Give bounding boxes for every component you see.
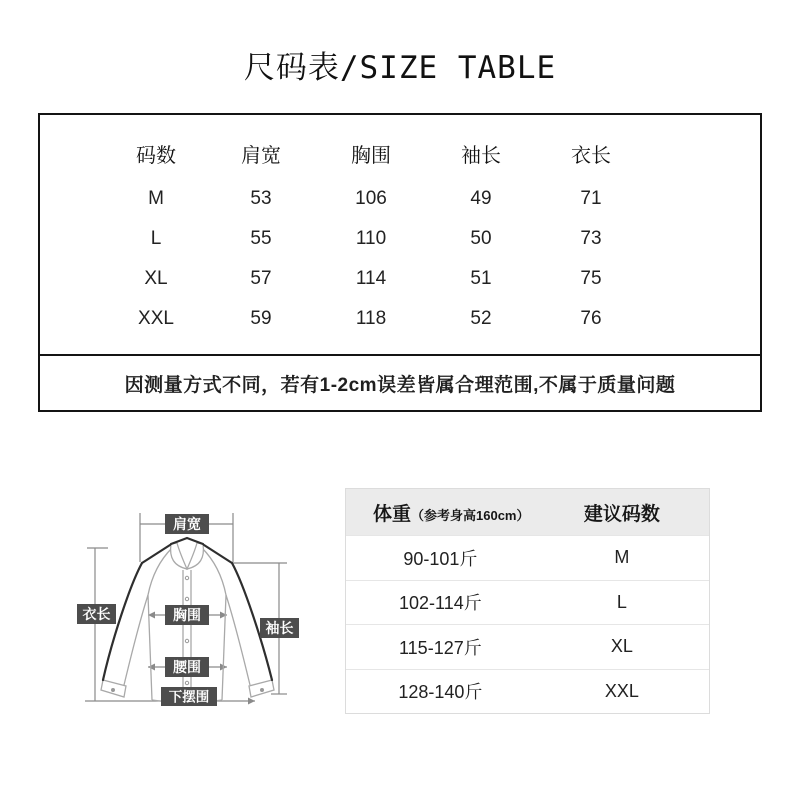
value-cell: 55 — [250, 228, 272, 249]
value-cell: 118 — [355, 308, 387, 329]
suggested-size: M — [614, 547, 630, 568]
size-table-row-xl — [106, 259, 760, 299]
value-cell: 51 — [470, 268, 492, 289]
value-cell: 114 — [355, 268, 387, 289]
weight-range: 90-101斤 — [403, 548, 478, 569]
size-table-body — [40, 115, 760, 356]
value-cell: 57 — [250, 268, 272, 289]
size-table-header-sleeve: 袖长 — [461, 144, 501, 167]
size-table-row-xxl — [106, 299, 760, 339]
value-cell: 110 — [355, 228, 387, 249]
weight-range: 115-127斤 — [399, 637, 482, 658]
size-table-header-length: 衣长 — [571, 144, 611, 167]
page-title: 尺码表/SIZE TABLE — [243, 50, 557, 86]
weight-header-cell — [346, 499, 535, 526]
hem-label: 下摆围 — [168, 689, 210, 705]
value-cell: 76 — [580, 308, 602, 329]
weight-table-row — [346, 669, 709, 714]
size-table-header-shoulder: 肩宽 — [241, 144, 281, 167]
length-label: 衣长 — [82, 606, 111, 622]
weight-table-row — [346, 580, 709, 625]
shoulder-label: 肩宽 — [173, 516, 201, 532]
value-cell: 50 — [470, 228, 492, 249]
suggested-size: L — [616, 591, 627, 612]
size-table-row-l — [106, 219, 760, 259]
value-cell: 73 — [580, 228, 602, 249]
weight-table-row — [346, 535, 709, 580]
weight-table-header — [346, 489, 709, 535]
weight-size-table — [345, 488, 710, 714]
size-table-row-m — [106, 179, 760, 219]
shirt-measurement-diagram — [60, 500, 300, 715]
size-table-header-chest: 胸围 — [351, 144, 391, 167]
value-cell: 75 — [580, 268, 602, 289]
size-cell: M — [148, 188, 164, 209]
weight-header-label: 体重 — [373, 503, 412, 525]
weight-table-row — [346, 624, 709, 669]
value-cell: 53 — [250, 188, 272, 209]
weight-range: 128-140斤 — [398, 682, 483, 703]
size-table-header-row — [106, 127, 760, 179]
weight-range: 102-114斤 — [399, 593, 482, 614]
value-cell: 52 — [470, 308, 492, 329]
size-cell: XXL — [138, 308, 174, 329]
sleeve-label: 袖长 — [265, 620, 294, 636]
value-cell: 71 — [580, 188, 602, 209]
measurement-note: 因测量方式不同，若有1-2cm误差皆属合理范围,不属于质量问题 — [40, 354, 760, 410]
value-cell: 59 — [250, 308, 272, 329]
size-table-header-size: 码数 — [136, 144, 176, 167]
waist-label: 腰围 — [173, 659, 201, 675]
value-cell: 49 — [470, 188, 492, 209]
shirt-diagram-svg — [60, 500, 300, 715]
suggested-size: XL — [610, 636, 633, 657]
size-table — [38, 113, 762, 412]
value-cell: 106 — [355, 188, 387, 209]
size-cell: L — [150, 228, 162, 249]
measure-labels — [77, 514, 299, 706]
size-cell: XL — [144, 268, 168, 289]
chest-label: 胸围 — [173, 607, 201, 623]
suggested-size: XXL — [604, 680, 639, 701]
suggested-size-header-cell: 建议码数 — [583, 503, 660, 525]
weight-header-note: （参考身高160cm） — [411, 507, 530, 523]
